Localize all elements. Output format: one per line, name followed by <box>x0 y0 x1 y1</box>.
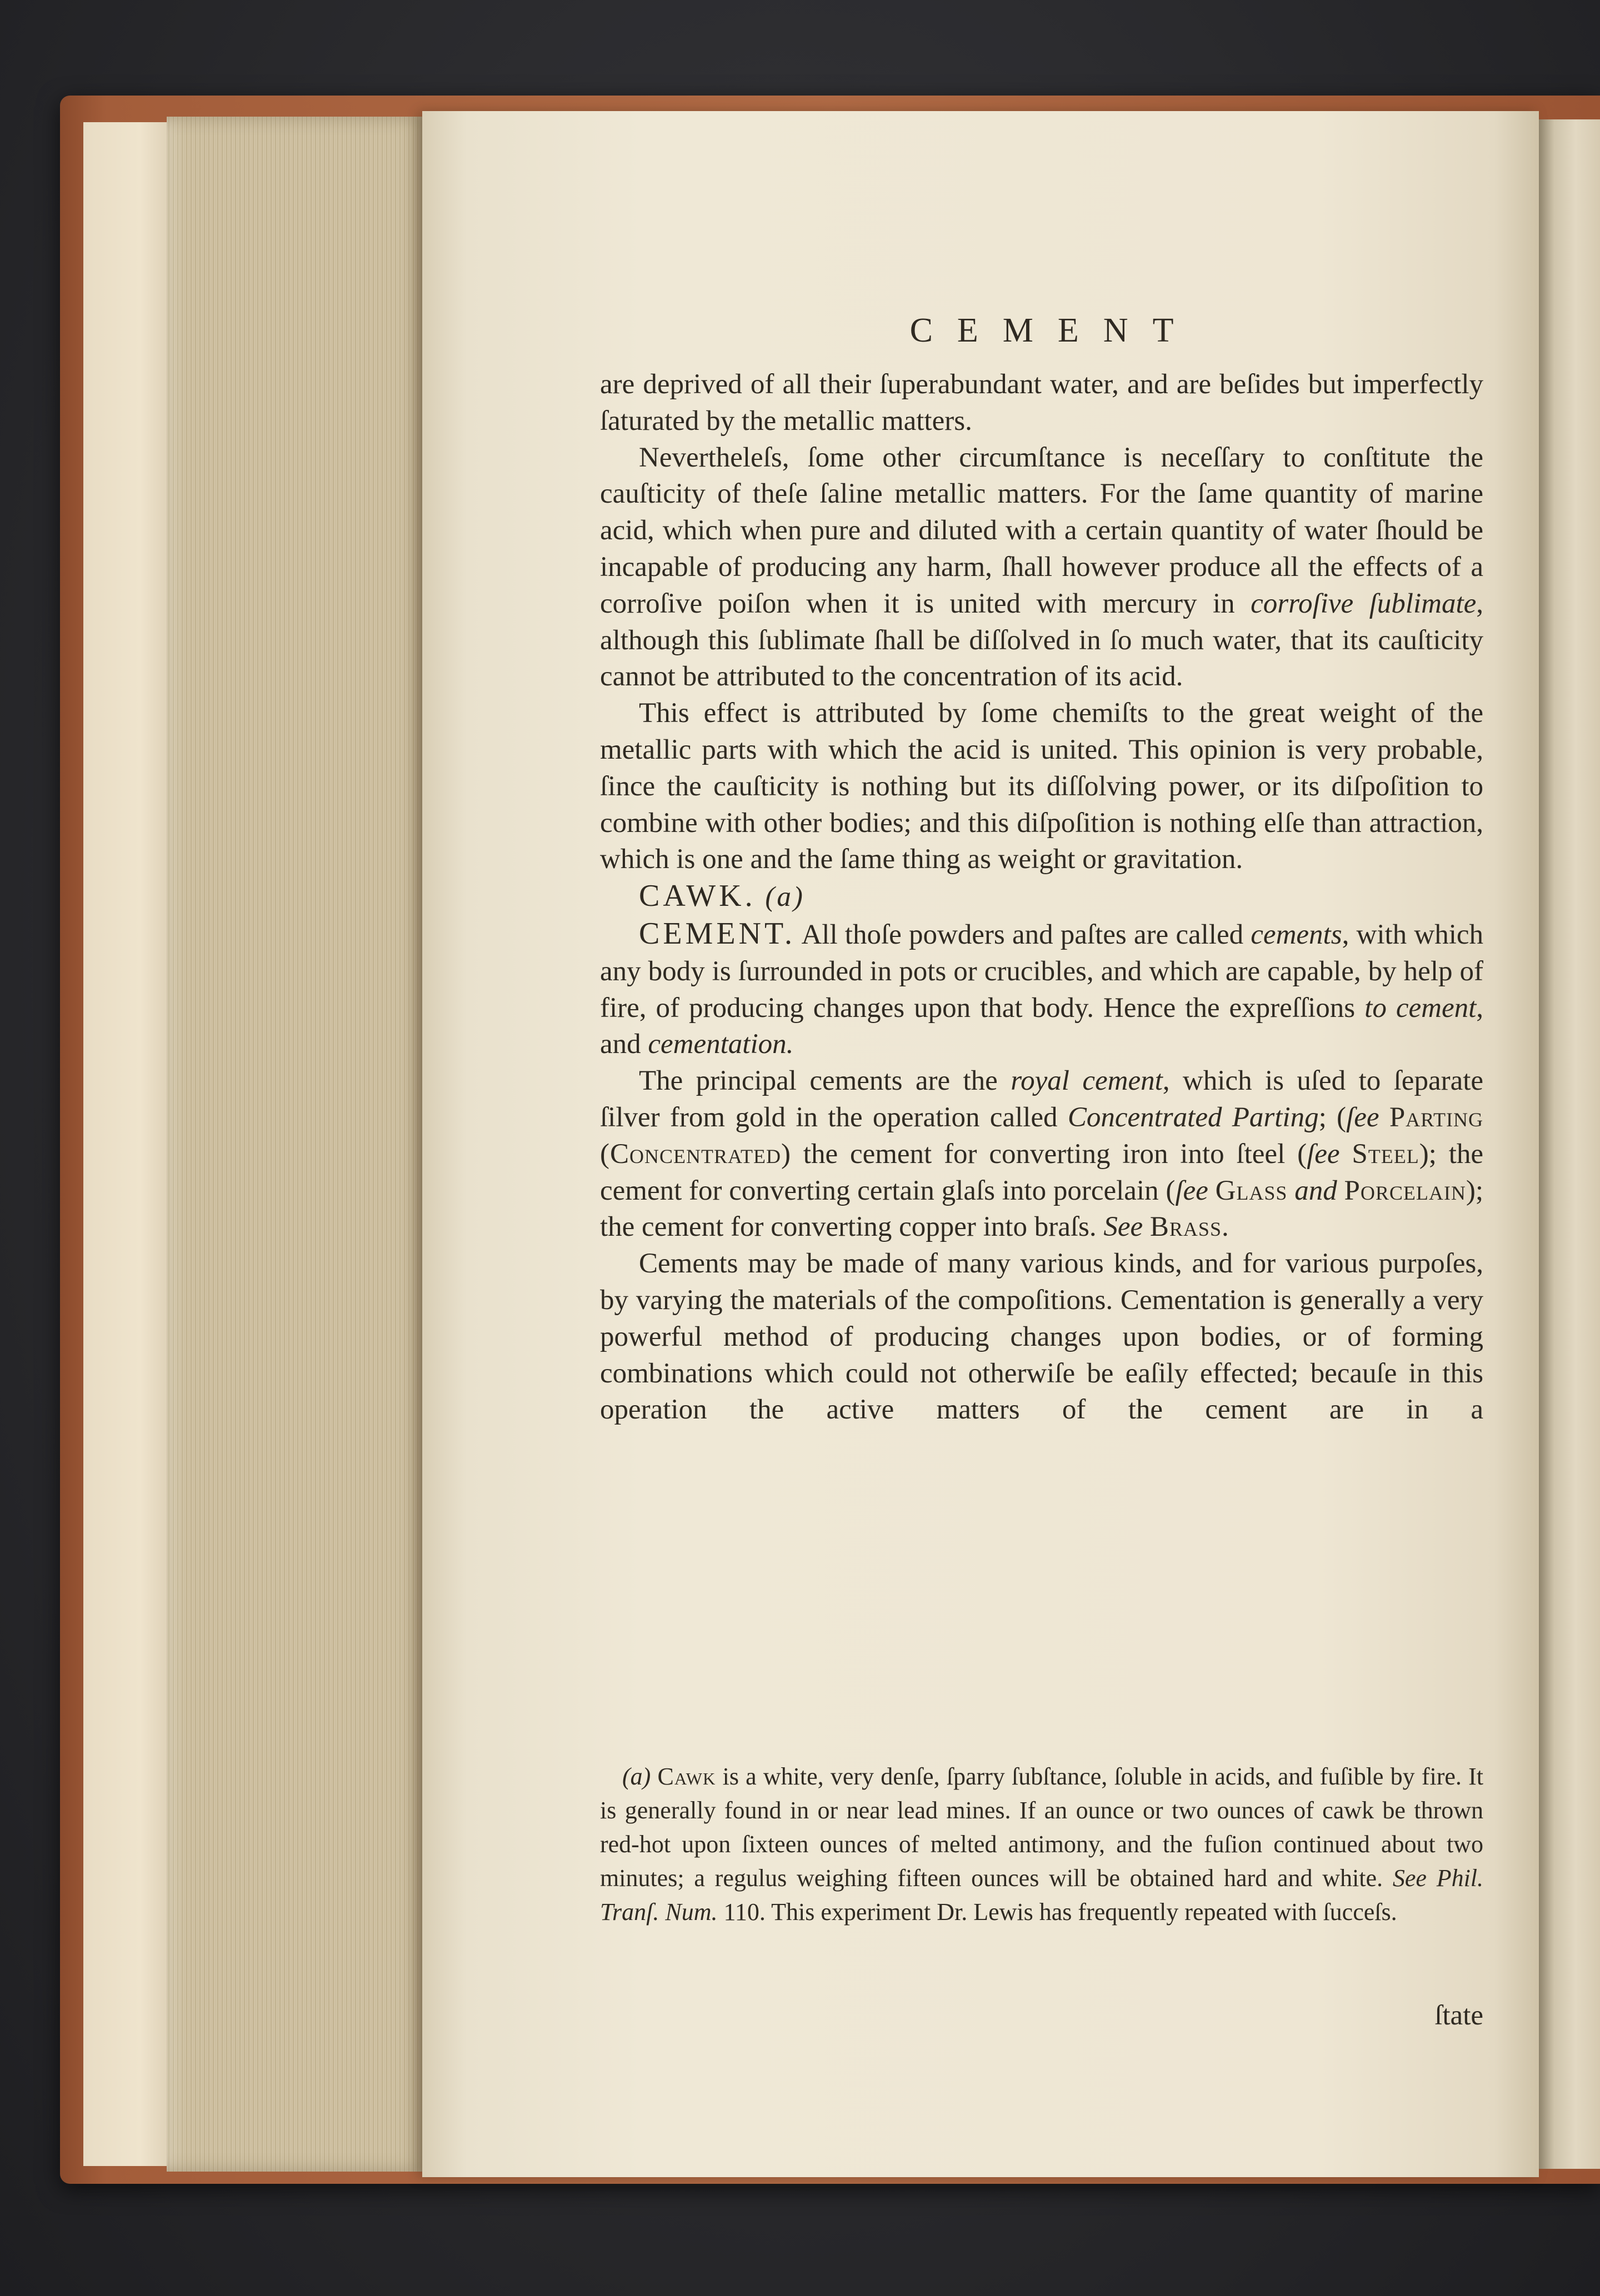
running-head: CEMENT <box>909 312 1198 349</box>
page-edges <box>167 117 428 2172</box>
footnote-marker: (a) <box>622 1763 651 1790</box>
paragraph-3: This effect is attributed by ſome chemiſts to the great weight of the metallic parts with which the acid is united. This opinion is very probable, ſince the cauſticity is nothing but its diſſolving power, or its diſpoſition to combine with other bodies; and this diſpoſition is nothing elſe than attraction, which is one and the ſame thing as weight or gravitation. <box>600 698 1483 875</box>
facing-page <box>1539 119 1600 2169</box>
entry-cement: CEMENT. All thoſe powders and paſtes are called cements, with which any body is ſurrounded in pots or crucibles, and which are capable, by help of fire, of producing changes upon that body. Hence the expreſſions to cement, and cementation. <box>600 916 1484 1060</box>
endpaper <box>83 122 178 2166</box>
paragraph-1: are deprived of all their ſuperabundant water, and are beſides but imperfectly ſaturated by the metallic matters. <box>600 369 1483 437</box>
entry-cawk: CAWK. (a) <box>639 879 805 914</box>
catchword: ſtate <box>1434 2000 1483 2031</box>
paragraph-6: Cements may be made of many various kinds, and for various purpoſes, by varying the materials of the compoſitions. Cementation is generally a very powerful method of producing changes upon bodies, or of forming combinations which could not otherwiſe be eaſily effected; becauſe in this operation the active matters of the cement are in a <box>600 1248 1483 1426</box>
page-body <box>600 367 1483 1428</box>
paragraph-5: The principal cements are the royal cement, which is uſed to ſeparate ſilver from gold in the operation called Concentrated Parting; (ſee Parting (Concentrated) the cement for converting iron into ſteel (ſee Steel); the cement for converting certain glaſs into porcelain (ſee Glass and Porcelain); the cement for converting copper into braſs. See Brass. <box>600 1065 1484 1243</box>
paragraph-2: Nevertheleſs, ſome other circumſtance is neceſſary to conſtitute the cauſticity of theſe ſaline metallic matters. For the ſame quantity of marine acid, which when pure and diluted with a certain quantity of water ſhould be incapable of producing any harm, ſhall however produce all the effects of a corroſive poiſon when it is united with mercury in corroſive ſublimate, although this ſublimate ſhall be diſſolved in ſo much water, that its cauſticity cannot be attributed to the concentration of its acid. <box>600 442 1483 693</box>
footnote: (a) Cawk is a white, very denſe, ſparry ſubſtance, ſoluble in acids, and fuſible by fire. It is generally found in or near lead mines. If an ounce or two ounces of cawk be thrown red-hot upon ſixteen ounces of melted antimony, and the fuſion continued about two minutes; a regulus weighing fifteen ounces will be obtained hard and white. See Phil. Tranſ. Num. 110. This experiment Dr. Lewis has frequently repeated with ſucceſs. <box>600 1763 1484 1926</box>
entry-cement-head: CEMENT. <box>639 916 796 951</box>
footnote-ref: (a) <box>765 881 805 913</box>
